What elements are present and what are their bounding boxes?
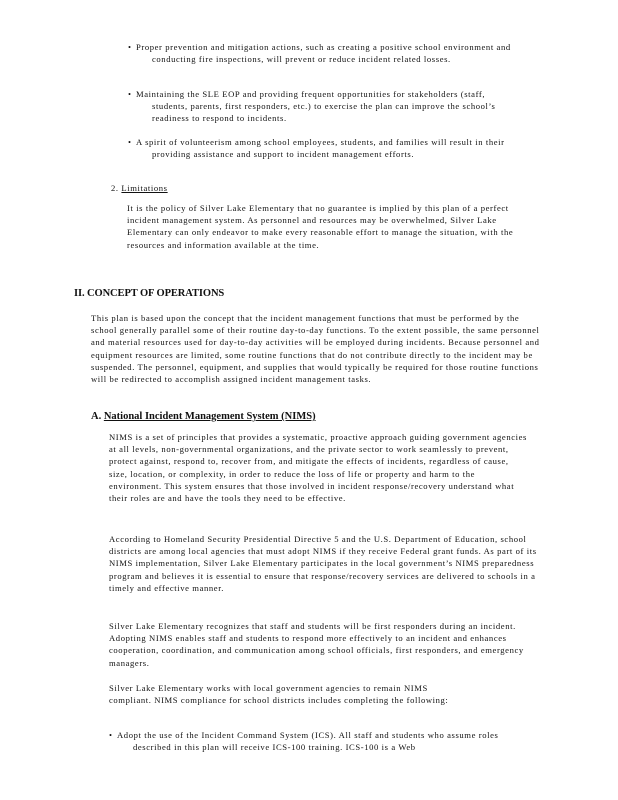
bullet-icon: • (128, 42, 132, 52)
limitations-number: 2. (111, 183, 119, 193)
subsection-title: National Incident Management System (NIMS) (103, 411, 316, 422)
section-intro: This plan is based upon the concept that the incident management functions that must be performed by the school generally parallel some of their routine day-to-day functions. To the extent possible, the same personnel and material resources used for day-to-day activities will be employed during incidents. Because personnel and equipment resources are limited, some routine functions that do not contribute directly to the incident may be suspended. The personnel, equipment, and supplies that would typically be required for those routine functions will be redirected to accomplish assigned incident management tasks. (91, 313, 540, 385)
list-item (128, 88, 523, 125)
bullet-icon: • (109, 730, 113, 740)
nims-paragraph: According to Homeland Security Presidential Directive 5 and the U.S. Department of Education, school districts are among local agencies that must adopt NIMS if they receive Federal grant funds. As part of its NIMS implementation, Silver Lake Elementary participates in the local government’s NIMS preparedness program and believes it is essential to ensure that response/recovery services are delivered to schools in a timely and effective manner. (109, 534, 537, 593)
list-item (109, 729, 534, 753)
subsection-heading (91, 411, 316, 422)
bullet-text: Proper prevention and mitigation actions, such as creating a positive school environment and conducting fire inspections, will prevent or reduce incident related losses. (136, 42, 511, 65)
subsection-letter: A. (91, 411, 102, 422)
limitations-title: Limitations (121, 183, 168, 193)
limitations-heading (111, 183, 168, 193)
limitations-text: It is the policy of Silver Lake Elementary that no guarantee is implied by this plan of a perfect incident management system. As personnel and resources may be overwhelmed, Silver Lake Elementary can only endeavor to make every reasonable effort to manage the situation, with the resources and information available at the time. (127, 203, 514, 250)
nims-paragraph: Silver Lake Elementary works with local government agencies to remain NIMS compliant. NIMS compliance for school districts includes completing the following: (109, 683, 449, 706)
bullet-text: Maintaining the SLE EOP and providing frequent opportunities for stakeholders (staff, students, parents, first responders, etc.) to exercise the plan can improve the school’s readiness to respond to incidents. (136, 89, 496, 124)
section-heading: II. CONCEPT OF OPERATIONS (74, 288, 225, 299)
nims-paragraph: Silver Lake Elementary recognizes that staff and students will be first responders during an incident. Adopting NIMS enables staff and students to respond more effectively to an incident and enhances cooperation, coordination, and communication among school officials, first responders, and emergency managers. (109, 621, 524, 668)
list-item (128, 136, 518, 160)
list-item (128, 41, 518, 65)
bullet-text: A spirit of volunteerism among school employees, students, and families will result in their providing assistance and support to incident management efforts. (136, 137, 505, 160)
bullet-icon: • (128, 137, 132, 147)
bullet-icon: • (128, 89, 132, 99)
nims-paragraph: NIMS is a set of principles that provides a systematic, proactive approach guiding government agencies at all levels, non-governmental organizations, and the private sector to work seamlessly to prevent, protect against, respond to, recover from, and mitigate the effects of incidents, regardless of cause, size, location, or complexity, in order to reduce the loss of life or property and harm to the environment. This system ensures that those involved in incident response/recovery understand what their roles are and have the tools they need to be effective. (109, 432, 527, 504)
bullet-text: Adopt the use of the Incident Command System (ICS). All staff and students who assume roles described in this plan will receive ICS-100 training. ICS-100 is a Web (117, 730, 499, 753)
